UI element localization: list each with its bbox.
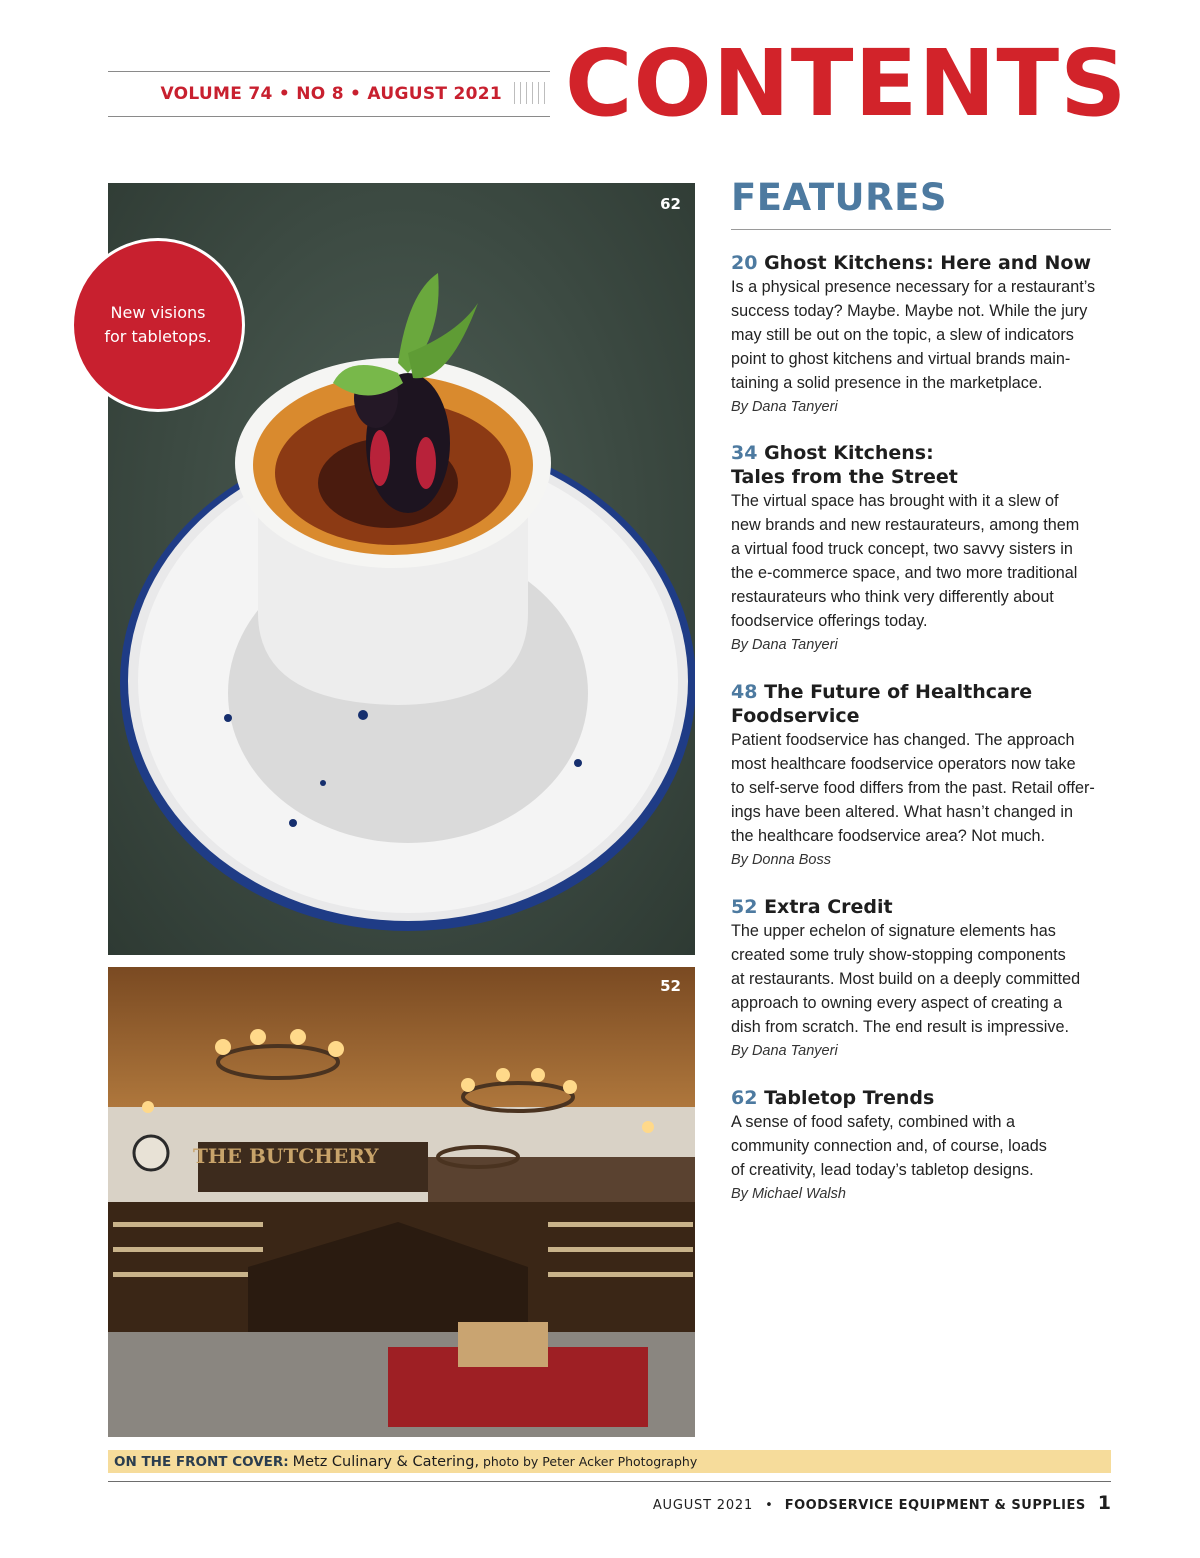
- feature-description: Is a physical presence necessary for a restaurant’s success today? Maybe. Maybe not. While the jury may still be out on the topic, a slew of indicators point to ghost kitchens and virtual brands main- taining a solid presence in the marketplace.: [731, 278, 1096, 392]
- footer-date: AUGUST 2021: [652, 1498, 754, 1513]
- cover-name: Metz Culinary & Catering,: [292, 1454, 480, 1470]
- issue-info: VOLUME 74 • NO 8 • AUGUST 2021: [160, 84, 502, 104]
- feature-byline: By Dana Tanyeri: [731, 399, 838, 415]
- feature-byline: By Donna Boss: [731, 852, 831, 868]
- photo-page-number: 52: [660, 977, 681, 995]
- footer-publication: FOODSERVICE EQUIPMENT & SUPPLIES: [784, 1498, 1086, 1513]
- page-title: CONTENTS: [565, 30, 1128, 137]
- feature-title: 62 Tabletop Trends: [731, 1087, 935, 1109]
- feature-byline: By Michael Walsh: [731, 1186, 846, 1202]
- cover-photo-credit: photo by Peter Acker Photography: [482, 1454, 698, 1469]
- feature-byline: By Dana Tanyeri: [731, 1043, 838, 1059]
- feature-description: A sense of food safety, combined with a community connection and, of course, loads of creativity, lead today’s tabletop designs.: [731, 1113, 1047, 1179]
- features-rule: [731, 229, 1111, 230]
- front-cover-credit: [108, 1450, 1111, 1473]
- feature-item[interactable]: [731, 895, 1116, 1063]
- feature-title: 52 Extra Credit: [731, 896, 893, 918]
- header-tick-marks: [514, 82, 550, 104]
- page-footer: [653, 1492, 1111, 1514]
- feature-item[interactable]: [731, 680, 1116, 872]
- footer-page-number: 1: [1097, 1492, 1111, 1514]
- footer-rule: [108, 1481, 1111, 1482]
- feature-title: 20 Ghost Kitchens: Here and Now: [731, 252, 1092, 274]
- header-rule-bottom: [108, 116, 550, 117]
- feature-page-number: 20: [731, 252, 758, 274]
- features-heading: FEATURES: [731, 176, 948, 219]
- feature-description: Patient foodservice has changed. The approach most healthcare foodservice operators now take to self-serve food differs from the past. Retail offer- ings have been altered. What hasn’t changed in the healthcare foodservice area? Not much.: [731, 731, 1095, 845]
- feature-item[interactable]: [731, 441, 1116, 657]
- feature-item[interactable]: [731, 1086, 1116, 1206]
- restaurant-interior-photo: [108, 967, 695, 1437]
- feature-title: 34 Ghost Kitchens: Tales from the Street: [731, 442, 958, 488]
- footer-separator: •: [765, 1498, 773, 1513]
- feature-page-number: 34: [731, 442, 758, 464]
- feature-page-number: 48: [731, 681, 758, 703]
- feature-page-number: 52: [731, 896, 758, 918]
- cover-label: ON THE FRONT COVER:: [114, 1454, 289, 1470]
- feature-page-number: 62: [731, 1087, 758, 1109]
- photo-page-number: 62: [660, 195, 681, 213]
- header-rule-top: [108, 71, 550, 72]
- feature-title: 48 The Future of Healthcare Foodservice: [731, 681, 1033, 727]
- feature-description: The virtual space has brought with it a slew of new brands and new restaurateurs, among them a virtual food truck concept, two savvy sisters in the e-commerce space, and two more traditional restaurateurs who think very differently about foodservice offerings today.: [731, 492, 1080, 630]
- badge-line: for tabletops.: [104, 327, 212, 346]
- butchery-sign: THE BUTCHERY: [193, 1144, 379, 1168]
- tabletops-badge: [71, 238, 245, 412]
- restaurant-illustration: [108, 967, 695, 1437]
- badge-line: New visions: [110, 303, 206, 322]
- feature-byline: By Dana Tanyeri: [731, 637, 838, 653]
- feature-description: The upper echelon of signature elements has created some truly show-stopping components at restaurants. Most build on a deeply committed approach to owning every aspect of creating a dish from scratch. The end result is impressive.: [731, 922, 1081, 1036]
- feature-item[interactable]: [731, 251, 1116, 419]
